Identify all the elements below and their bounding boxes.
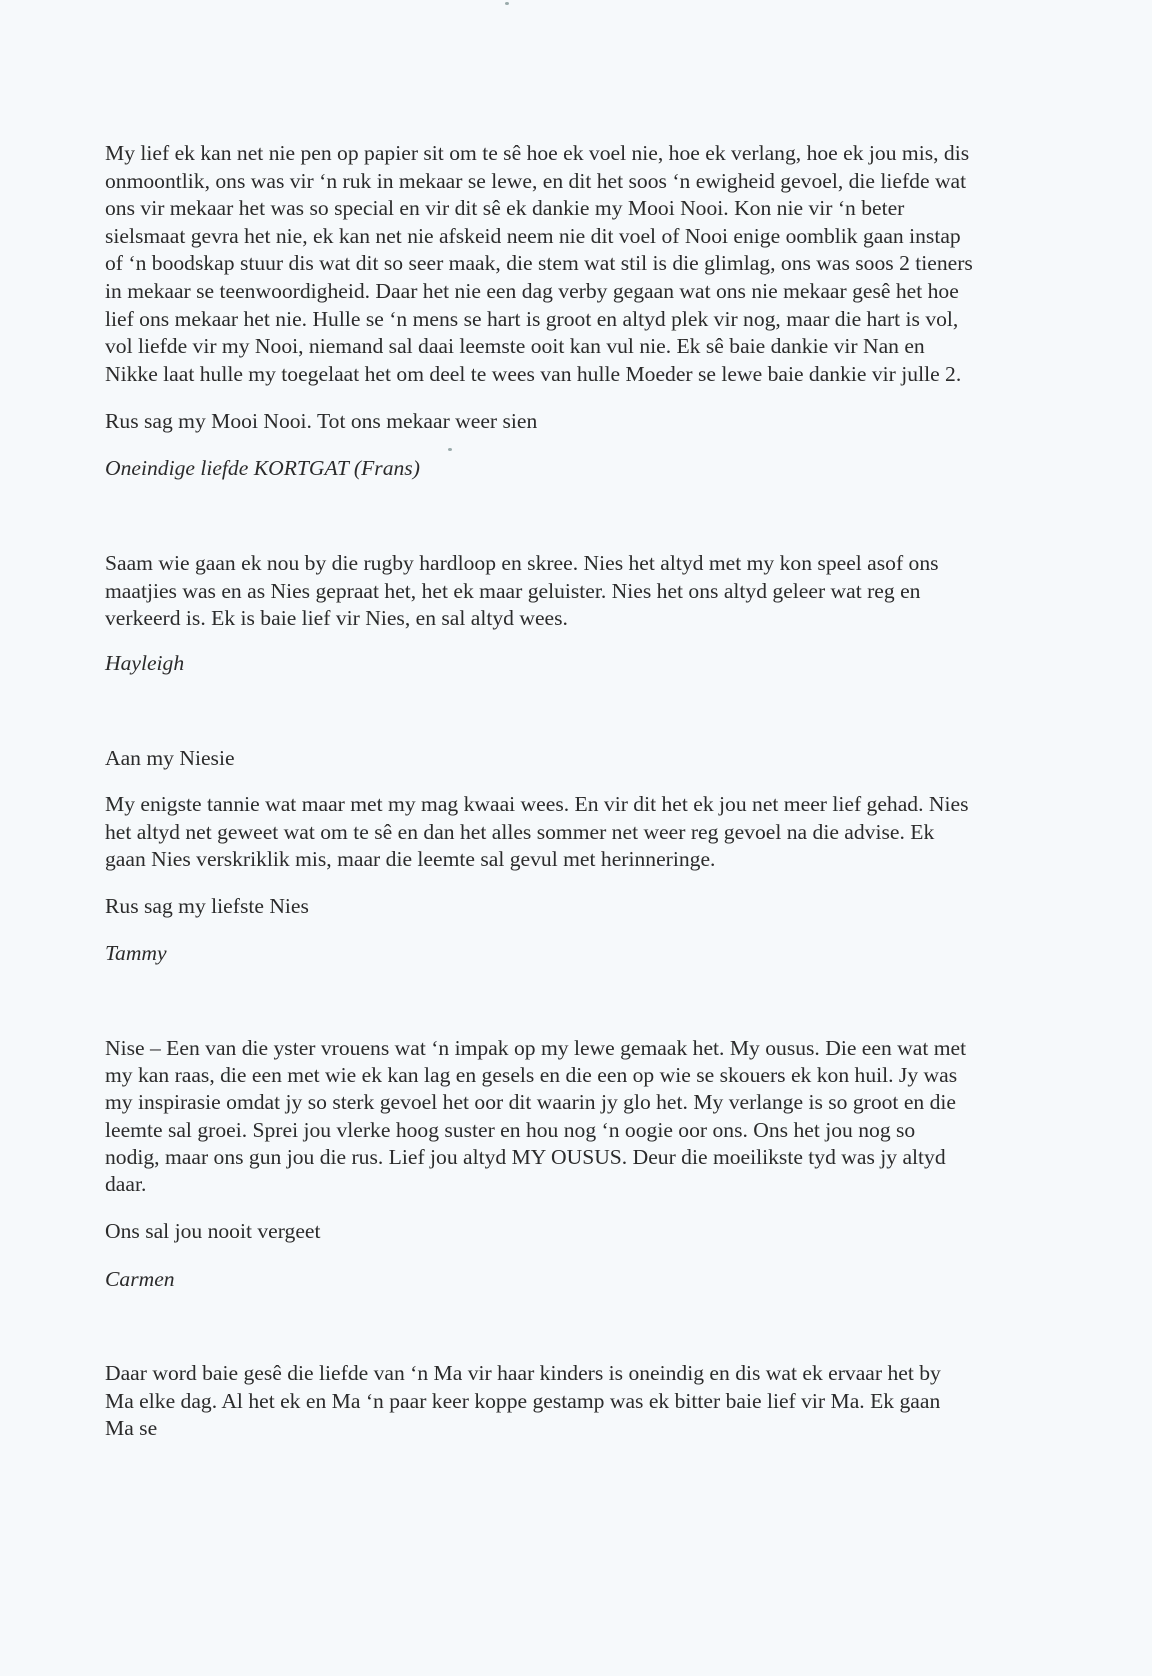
body-line: verkeerd is. Ek is baie lief vir Nies, en sal altyd wees. xyxy=(105,606,568,630)
body-line: of ‘n boodskap stuur dis wat dit so seer maak, die stem wat stil is die glimlag, ons was soos 2 tieners xyxy=(105,251,973,276)
body-line: sielsmaat gevra het nie, ek kan net nie afskeid neem nie dit voel of Nooi enige oomblik gaan instap xyxy=(105,223,961,248)
letter-tammy-signature: Tammy xyxy=(105,941,167,965)
body-line: Daar word baie gesê die liefde van ‘n Ma vir haar kinders is oneindig en dis wat ek ervaar het by xyxy=(105,1361,941,1385)
body-line: ons vir mekaar het was so special en vir dit sê ek dankie my Mooi Nooi. Kon nie vir ‘n beter xyxy=(105,196,905,221)
body-line: my inspirasie omdat jy so sterk gevoel het oor dit waarin jy glo het. My verlange is so groot en die xyxy=(105,1090,956,1115)
body-line: my kan raas, die een met wie ek kan lag en gesels en die een op wie se skouers ek kon huil. Jy was xyxy=(105,1063,958,1088)
letter-frans-closing: Rus sag my Mooi Nooi. Tot ons mekaar weer sien xyxy=(105,409,538,433)
letter-hayleigh-signature: Hayleigh xyxy=(105,651,185,675)
letter-hayleigh-body xyxy=(105,550,1080,633)
letter-tammy-greeting: Aan my Niesie xyxy=(105,746,235,770)
letter-carmen-closing: Ons sal jou nooit vergeet xyxy=(105,1219,321,1243)
body-line: in mekaar se teenwoordigheid. Daar het nie een dag verby gegaan wat ons nie mekaar gesê het hoe xyxy=(105,278,959,303)
body-line: vol liefde vir my Nooi, niemand sal daai leemste ooit kan vul nie. Ek sê baie dankie vir Nan en xyxy=(105,334,925,359)
letter-tammy-body xyxy=(105,791,1080,874)
body-line: onmoontlik, ons was vir ‘n ruk in mekaar se lewe, en dit het soos ‘n ewigheid gevoel, die liefde wat xyxy=(105,168,967,193)
letter-carmen-body xyxy=(105,1035,1080,1198)
body-line: Saam wie gaan ek nou by die rugby hardloop en skree. Nies het altyd met my kon speel asof ons xyxy=(105,551,939,575)
body-line: Ma se xyxy=(105,1416,158,1440)
letter-carmen-signature: Carmen xyxy=(105,1267,175,1291)
letter-tammy-closing: Rus sag my liefste Nies xyxy=(105,894,309,918)
body-line: nodig, maar ons gun jou die rus. Lief jou altyd MY OUSUS. Deur die moeilikste tyd was jy altyd xyxy=(105,1144,946,1169)
body-line: My lief ek kan net nie pen op papier sit om te sê hoe ek voel nie, hoe ek verlang, hoe ek jou mis, dis xyxy=(105,141,970,165)
body-line: leemte sal groei. Sprei jou vlerke hoog suster en hou nog ‘n oogie oor ons. Ons het jou nog so xyxy=(105,1117,916,1142)
letter-frans-body xyxy=(105,140,1080,388)
scan-speck xyxy=(448,448,452,451)
body-line: maatjies was en as Nies gepraat het, het ek maar geluister. Nies het ons altyd geleer wat reg en xyxy=(105,578,921,603)
body-line: daar. xyxy=(105,1172,147,1197)
body-line: lief ons mekaar het nie. Hulle se ‘n mens se hart is groot en altyd plek vir nog, maar die hart is vol, xyxy=(105,306,959,331)
body-line: Nise – Een van die yster vrouens wat ‘n impak op my lewe gemaak het. My ousus. Die een wat met xyxy=(105,1036,967,1060)
body-line: My enigste tannie wat maar met my mag kwaai wees. En vir dit het ek jou net meer lief gehad. Nies xyxy=(105,792,969,816)
scan-speck xyxy=(505,2,509,5)
body-line: het altyd net geweet wat om te sê en dan het alles sommer net weer reg gevoel na die advise. Ek xyxy=(105,819,935,844)
body-line: gaan Nies verskriklik mis, maar die leemte sal gevul met herinneringe. xyxy=(105,847,716,871)
body-line: Nikke laat hulle my toegelaat het om deel te wees van hulle Moeder se lewe baie dankie vir julle 2. xyxy=(105,361,962,386)
letter-ma-body xyxy=(105,1360,1080,1443)
body-line: Ma elke dag. Al het ek en Ma ‘n paar keer koppe gestamp was ek bitter baie lief vir Ma. Ek gaan xyxy=(105,1388,941,1413)
letter-frans-signature: Oneindige liefde KORTGAT (Frans) xyxy=(105,456,420,480)
